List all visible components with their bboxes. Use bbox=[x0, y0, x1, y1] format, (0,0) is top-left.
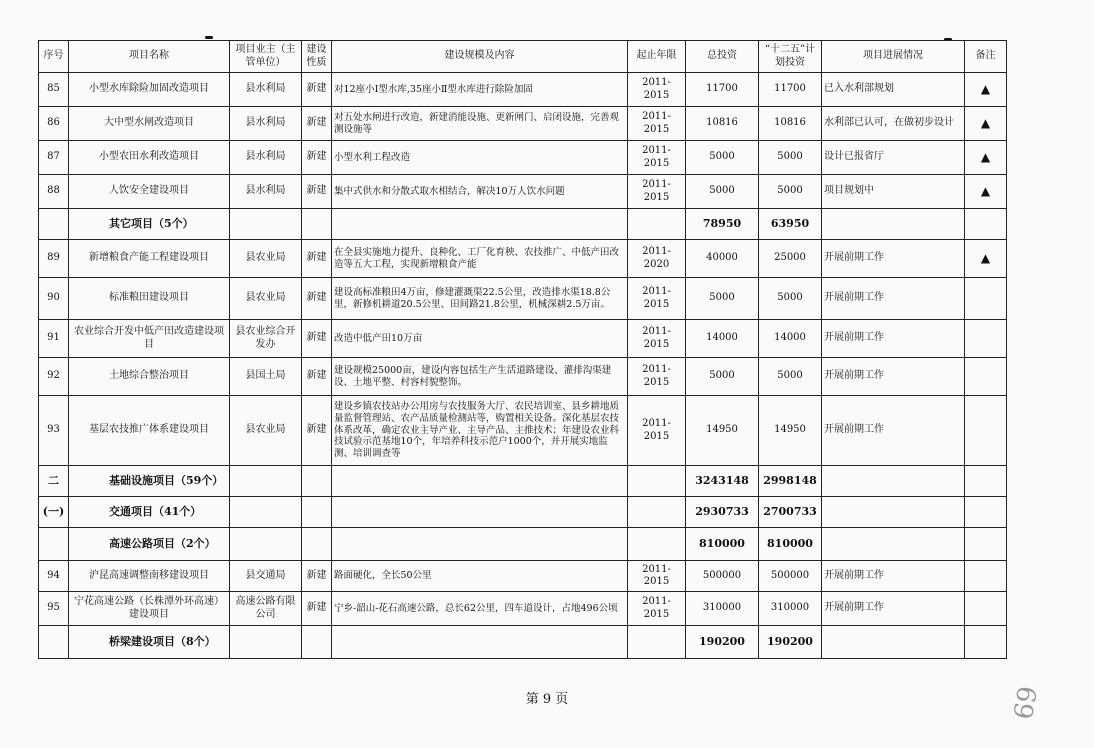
project-table bbox=[38, 40, 1007, 659]
empty-cell bbox=[822, 466, 965, 497]
total-investment: 500000 bbox=[686, 561, 759, 592]
empty-cell bbox=[302, 466, 332, 497]
empty-cell bbox=[628, 466, 686, 497]
plan-investment: 25000 bbox=[759, 240, 822, 278]
empty-cell bbox=[628, 209, 686, 240]
progress-status: 开展前期工作 bbox=[822, 396, 965, 466]
progress-status: 项目规划中 bbox=[822, 175, 965, 209]
project-owner: 县交通局 bbox=[230, 561, 302, 592]
empty-cell bbox=[628, 626, 686, 659]
project-name: 农业综合开发中低产田改造建设项目 bbox=[69, 320, 230, 358]
construction-scope: 对12座小Ⅰ型水库,35座小Ⅱ型水库进行除险加固 bbox=[332, 73, 628, 107]
empty-cell bbox=[230, 528, 302, 561]
header-remark: 备注 bbox=[965, 41, 1007, 73]
progress-status: 开展前期工作 bbox=[822, 278, 965, 320]
plan-investment: 14950 bbox=[759, 396, 822, 466]
empty-cell bbox=[965, 466, 1007, 497]
group-title: 交通项目（41个） bbox=[69, 497, 230, 528]
project-name: 小型水库除险加固改造项目 bbox=[69, 73, 230, 107]
total-investment: 10816 bbox=[686, 107, 759, 141]
row-number: 二 bbox=[39, 466, 69, 497]
empty-cell bbox=[302, 209, 332, 240]
period: 2011-2015 bbox=[628, 107, 686, 141]
construction-scope: 路面硬化，全长50公里 bbox=[332, 561, 628, 592]
total-investment: 5000 bbox=[686, 358, 759, 396]
priority-triangle-icon: ▲ bbox=[965, 141, 1007, 175]
project-owner: 县农业局 bbox=[230, 278, 302, 320]
total-investment: 40000 bbox=[686, 240, 759, 278]
remark-cell bbox=[965, 278, 1007, 320]
row-number bbox=[39, 626, 69, 659]
empty-cell bbox=[332, 466, 628, 497]
plan-investment: 5000 bbox=[759, 358, 822, 396]
progress-status: 开展前期工作 bbox=[822, 320, 965, 358]
construction-scope: 在全县实施地力提升、良种化、工厂化育秧、农技推广、中低产田改造等五大工程，实现新增粮食产能 bbox=[332, 240, 628, 278]
header-scope: 建设规模及内容 bbox=[332, 41, 628, 73]
row-number: (一) bbox=[39, 497, 69, 528]
group-title: 桥梁建设项目（8个） bbox=[69, 626, 230, 659]
subtotal-row bbox=[39, 209, 1007, 240]
header-progress: 项目进展情况 bbox=[822, 41, 965, 73]
subtotal-row bbox=[39, 497, 1007, 528]
empty-cell bbox=[965, 497, 1007, 528]
progress-status: 水利部已认可，在做初步设计 bbox=[822, 107, 965, 141]
plan-investment: 14000 bbox=[759, 320, 822, 358]
table-row bbox=[39, 175, 1007, 209]
construction-nature: 新建 bbox=[302, 358, 332, 396]
total-investment: 810000 bbox=[686, 528, 759, 561]
empty-cell bbox=[230, 209, 302, 240]
construction-nature: 新建 bbox=[302, 320, 332, 358]
total-investment: 78950 bbox=[686, 209, 759, 240]
project-owner: 高速公路有限公司 bbox=[230, 592, 302, 626]
row-number: 91 bbox=[39, 320, 69, 358]
project-name: 基层农技推广体系建设项目 bbox=[69, 396, 230, 466]
construction-scope: 集中式供水和分散式取水相结合，解决10万人饮水问题 bbox=[332, 175, 628, 209]
handwritten-margin-note: 69 bbox=[1008, 684, 1045, 722]
empty-cell bbox=[822, 626, 965, 659]
construction-scope: 建设乡镇农技站办公用房与农技服务大厅、农民培训室、县乡耕地质量监督管理站、农产品质量检测站等，购置相关设备。深化基层农技体系改革，确定农业主导产业、主导产品、主推技术；年建设农业科技试验示范基地10个，年培养科技示范户1000个，并开展实地监测、培训调查等 bbox=[332, 396, 628, 466]
row-number: 95 bbox=[39, 592, 69, 626]
empty-cell bbox=[628, 497, 686, 528]
period: 2011-2015 bbox=[628, 278, 686, 320]
construction-scope: 建设规模25000亩，建设内容包括生产生活道路建设、灌排沟渠建设、土地平整、村容村貌整饰。 bbox=[332, 358, 628, 396]
empty-cell bbox=[302, 626, 332, 659]
plan-investment: 810000 bbox=[759, 528, 822, 561]
period: 2011-2015 bbox=[628, 396, 686, 466]
total-investment: 5000 bbox=[686, 141, 759, 175]
construction-scope: 对五处水闸进行改造，新建消能设施、更新闸门、启闭设施，完善观测设施等 bbox=[332, 107, 628, 141]
construction-nature: 新建 bbox=[302, 175, 332, 209]
row-number bbox=[39, 209, 69, 240]
priority-triangle-icon: ▲ bbox=[965, 240, 1007, 278]
construction-nature: 新建 bbox=[302, 240, 332, 278]
project-name: 标准粮田建设项目 bbox=[69, 278, 230, 320]
header-period: 起止年限 bbox=[628, 41, 686, 73]
total-investment: 14000 bbox=[686, 320, 759, 358]
project-name: 大中型水闸改造项目 bbox=[69, 107, 230, 141]
period: 2011-2015 bbox=[628, 561, 686, 592]
project-name: 土地综合整治项目 bbox=[69, 358, 230, 396]
total-investment: 11700 bbox=[686, 73, 759, 107]
header-plan: “十二五”计划投资 bbox=[759, 41, 822, 73]
plan-investment: 310000 bbox=[759, 592, 822, 626]
empty-cell bbox=[965, 626, 1007, 659]
empty-cell bbox=[965, 209, 1007, 240]
empty-cell bbox=[302, 497, 332, 528]
remark-cell bbox=[965, 358, 1007, 396]
plan-investment: 2700733 bbox=[759, 497, 822, 528]
row-number: 89 bbox=[39, 240, 69, 278]
empty-cell bbox=[822, 209, 965, 240]
construction-scope: 改造中低产田10万亩 bbox=[332, 320, 628, 358]
priority-triangle-icon: ▲ bbox=[965, 73, 1007, 107]
table-row bbox=[39, 141, 1007, 175]
table-row bbox=[39, 320, 1007, 358]
group-title: 其它项目（5个） bbox=[69, 209, 230, 240]
row-number bbox=[39, 528, 69, 561]
remark-cell bbox=[965, 592, 1007, 626]
empty-cell bbox=[230, 466, 302, 497]
row-number: 86 bbox=[39, 107, 69, 141]
construction-scope: 建设高标准粮田4万亩，修建灌溉渠22.5公里，改造排水渠18.8公里，新修机耕道20.5公里、田间路21.8公里，机械深耕2.5万亩。 bbox=[332, 278, 628, 320]
total-investment: 310000 bbox=[686, 592, 759, 626]
period: 2011-2015 bbox=[628, 320, 686, 358]
empty-cell bbox=[822, 497, 965, 528]
empty-cell bbox=[230, 497, 302, 528]
table-row bbox=[39, 358, 1007, 396]
total-investment: 14950 bbox=[686, 396, 759, 466]
project-owner: 县水利局 bbox=[230, 107, 302, 141]
construction-nature: 新建 bbox=[302, 561, 332, 592]
plan-investment: 5000 bbox=[759, 141, 822, 175]
table-row bbox=[39, 561, 1007, 592]
table-row bbox=[39, 73, 1007, 107]
plan-investment: 10816 bbox=[759, 107, 822, 141]
total-investment: 2930733 bbox=[686, 497, 759, 528]
plan-investment: 500000 bbox=[759, 561, 822, 592]
project-owner: 县国土局 bbox=[230, 358, 302, 396]
plan-investment: 11700 bbox=[759, 73, 822, 107]
subtotal-row bbox=[39, 466, 1007, 497]
plan-investment: 190200 bbox=[759, 626, 822, 659]
construction-scope: 小型水利工程改造 bbox=[332, 141, 628, 175]
period: 2011-2015 bbox=[628, 592, 686, 626]
construction-nature: 新建 bbox=[302, 107, 332, 141]
project-owner: 县农业局 bbox=[230, 240, 302, 278]
construction-nature: 新建 bbox=[302, 592, 332, 626]
priority-triangle-icon: ▲ bbox=[965, 175, 1007, 209]
project-name: 沪昆高速调整南移建设项目 bbox=[69, 561, 230, 592]
project-name: 新增粮食产能工程建设项目 bbox=[69, 240, 230, 278]
scan-mark bbox=[205, 36, 213, 39]
project-owner: 县水利局 bbox=[230, 73, 302, 107]
empty-cell bbox=[332, 497, 628, 528]
total-investment: 3243148 bbox=[686, 466, 759, 497]
empty-cell bbox=[230, 626, 302, 659]
progress-status: 开展前期工作 bbox=[822, 561, 965, 592]
total-investment: 5000 bbox=[686, 175, 759, 209]
empty-cell bbox=[332, 209, 628, 240]
table-row bbox=[39, 240, 1007, 278]
row-number: 87 bbox=[39, 141, 69, 175]
empty-cell bbox=[965, 528, 1007, 561]
plan-investment: 2998148 bbox=[759, 466, 822, 497]
remark-cell bbox=[965, 396, 1007, 466]
remark-cell bbox=[965, 320, 1007, 358]
row-number: 92 bbox=[39, 358, 69, 396]
plan-investment: 63950 bbox=[759, 209, 822, 240]
project-name: 小型农田水利改造项目 bbox=[69, 141, 230, 175]
header-total: 总投资 bbox=[686, 41, 759, 73]
header-no: 序号 bbox=[39, 41, 69, 73]
subtotal-row bbox=[39, 626, 1007, 659]
project-owner: 县水利局 bbox=[230, 175, 302, 209]
plan-investment: 5000 bbox=[759, 175, 822, 209]
construction-scope: 宁乡-韶山-花石高速公路，总长62公里，四车道设计，占地496公顷 bbox=[332, 592, 628, 626]
priority-triangle-icon: ▲ bbox=[965, 107, 1007, 141]
progress-status: 开展前期工作 bbox=[822, 358, 965, 396]
header-owner: 项目业主（主管单位） bbox=[230, 41, 302, 73]
period: 2011-2015 bbox=[628, 73, 686, 107]
progress-status: 已入水利部规划 bbox=[822, 73, 965, 107]
project-name: 人饮安全建设项目 bbox=[69, 175, 230, 209]
empty-cell bbox=[332, 626, 628, 659]
total-investment: 190200 bbox=[686, 626, 759, 659]
progress-status: 开展前期工作 bbox=[822, 240, 965, 278]
remark-cell bbox=[965, 561, 1007, 592]
table-row bbox=[39, 107, 1007, 141]
period: 2011-2015 bbox=[628, 141, 686, 175]
empty-cell bbox=[302, 528, 332, 561]
empty-cell bbox=[332, 528, 628, 561]
construction-nature: 新建 bbox=[302, 396, 332, 466]
empty-cell bbox=[822, 528, 965, 561]
construction-nature: 新建 bbox=[302, 73, 332, 107]
project-owner: 县农业局 bbox=[230, 396, 302, 466]
construction-nature: 新建 bbox=[302, 141, 332, 175]
group-title: 基础设施项目（59个） bbox=[69, 466, 230, 497]
header-name: 项目名称 bbox=[69, 41, 230, 73]
row-number: 85 bbox=[39, 73, 69, 107]
progress-status: 设计已报省厅 bbox=[822, 141, 965, 175]
total-investment: 5000 bbox=[686, 278, 759, 320]
row-number: 90 bbox=[39, 278, 69, 320]
empty-cell bbox=[628, 528, 686, 561]
progress-status: 开展前期工作 bbox=[822, 592, 965, 626]
page-number: 第 9 页 bbox=[525, 692, 569, 707]
project-owner: 县农业综合开发办 bbox=[230, 320, 302, 358]
header-nature: 建设性质 bbox=[302, 41, 332, 73]
row-number: 88 bbox=[39, 175, 69, 209]
subtotal-row bbox=[39, 528, 1007, 561]
row-number: 93 bbox=[39, 396, 69, 466]
table-row bbox=[39, 278, 1007, 320]
group-title: 高速公路项目（2个） bbox=[69, 528, 230, 561]
period: 2011-2015 bbox=[628, 175, 686, 209]
project-owner: 县水利局 bbox=[230, 141, 302, 175]
table-row bbox=[39, 396, 1007, 466]
construction-nature: 新建 bbox=[302, 278, 332, 320]
table-header-row bbox=[39, 41, 1007, 73]
period: 2011-2015 bbox=[628, 358, 686, 396]
table-row bbox=[39, 592, 1007, 626]
project-name: 宁花高速公路（长株潭外环高速）建设项目 bbox=[69, 592, 230, 626]
plan-investment: 5000 bbox=[759, 278, 822, 320]
period: 2011-2020 bbox=[628, 240, 686, 278]
row-number: 94 bbox=[39, 561, 69, 592]
